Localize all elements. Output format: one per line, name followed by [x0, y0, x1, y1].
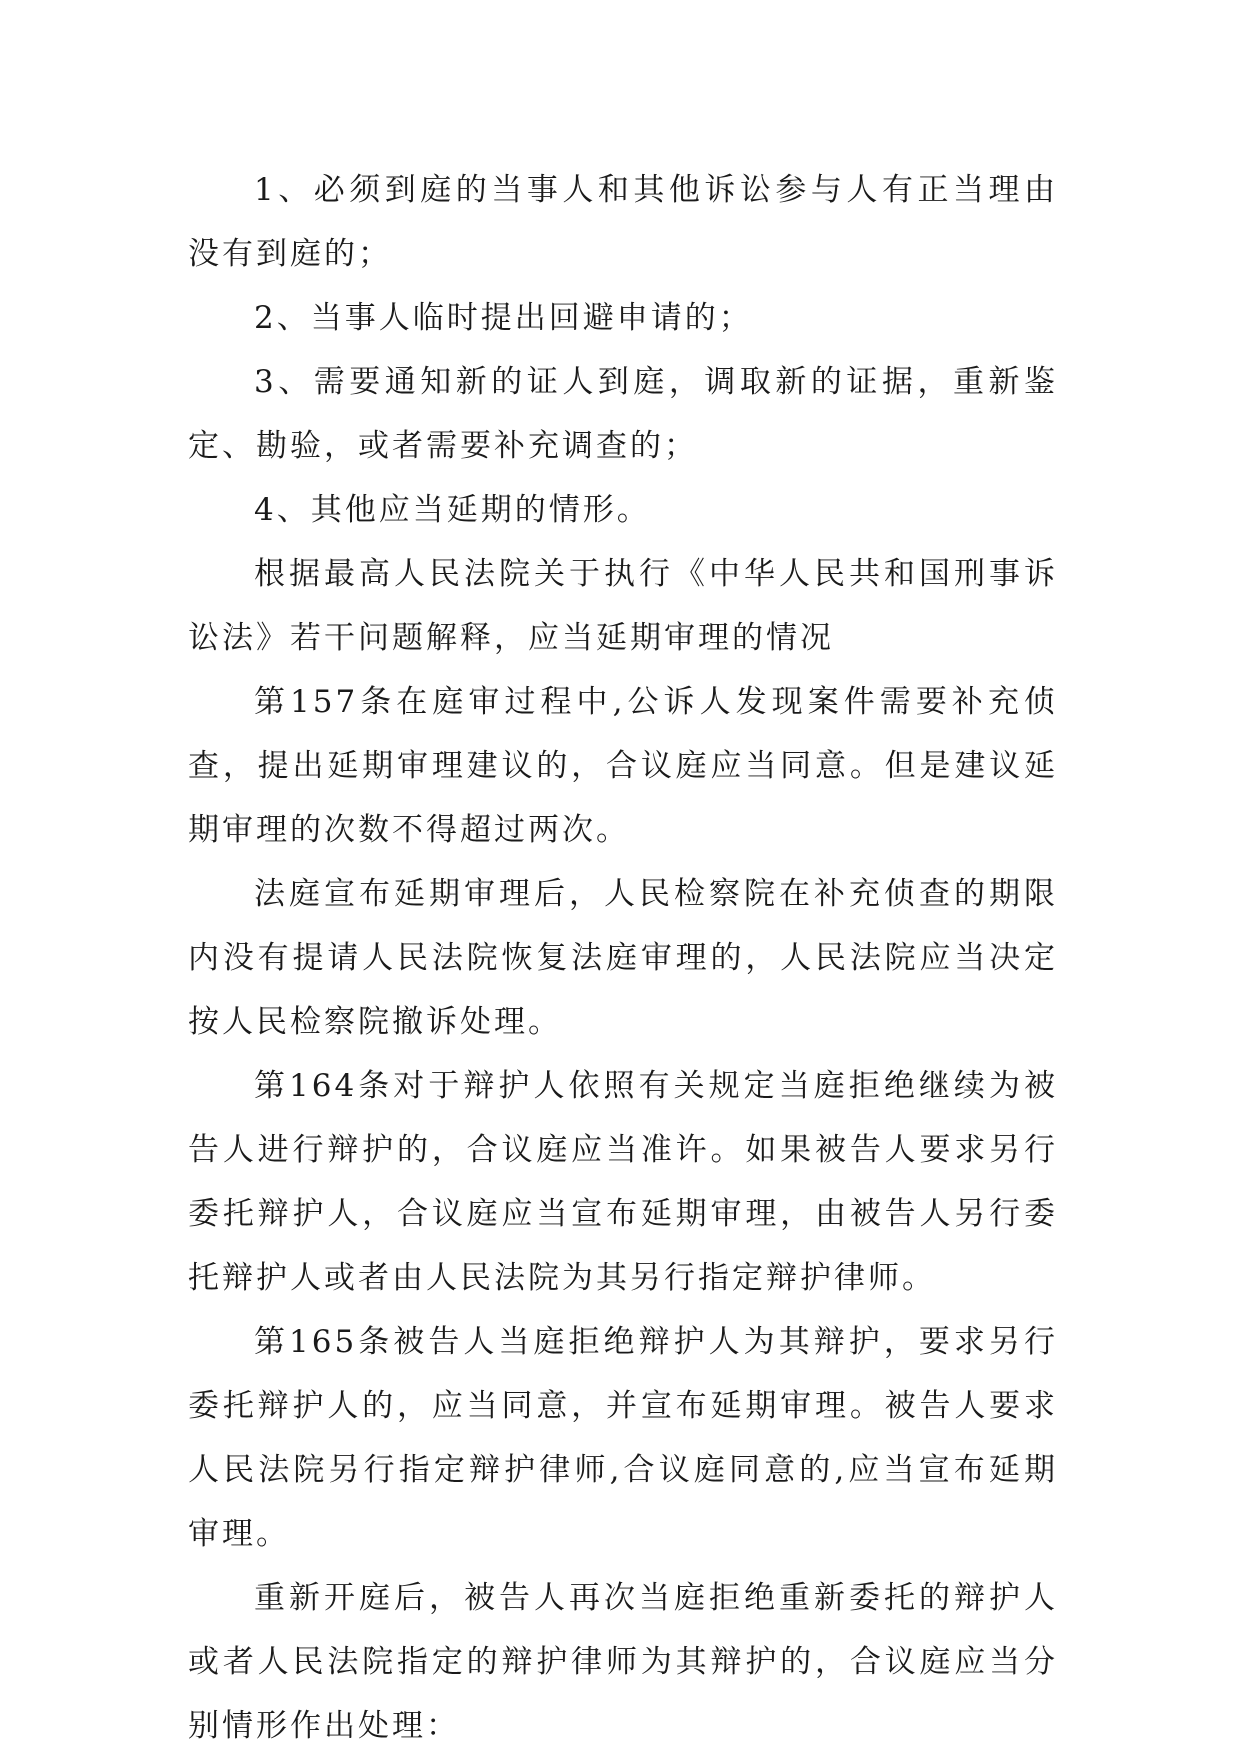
paragraph-item-4: 4、其他应当延期的情形。 — [254, 492, 651, 528]
paragraph-article-164: 第164条对于辩护人依照有关规定当庭拒绝继续为被告人进行辩护的，合议庭应当准许。如果被告人要求另行委托辩护人，合议庭应当宣布延期审理，由被告人另行委托辩护人或者由人民法院为其另行指定辩护律师。 — [188, 1068, 1058, 1296]
paragraph-item-2: 2、当事人临时提出回避申请的； — [254, 300, 753, 336]
paragraph-article-165: 第165条被告人当庭拒绝辩护人为其辩护，要求另行委托辩护人的，应当同意，并宣布延期审理。被告人要求人民法院另行指定辩护律师,合议庭同意的,应当宣布延期审理。 — [188, 1324, 1058, 1552]
paragraph-article-165-cont: 重新开庭后，被告人再次当庭拒绝重新委托的辩护人或者人民法院指定的辩护律师为其辩护的，合议庭应当分别情形作出处理： — [188, 1580, 1058, 1744]
paragraph-article-157: 第157条在庭审过程中,公诉人发现案件需要补充侦查，提出延期审理建议的，合议庭应当同意。但是建议延期审理的次数不得超过两次。 — [188, 684, 1058, 848]
document-body — [188, 158, 1058, 1758]
paragraph-item-1: 1、必须到庭的当事人和其他诉讼参与人有正当理由没有到庭的； — [188, 172, 1058, 272]
paragraph-article-157-cont: 法庭宣布延期审理后，人民检察院在补充侦查的期限内没有提请人民法院恢复法庭审理的，人民法院应当决定按人民检察院撤诉处理。 — [188, 876, 1058, 1040]
paragraph-interpretation-intro: 根据最高人民法院关于执行《中华人民共和国刑事诉讼法》若干问题解释，应当延期审理的情况 — [188, 556, 1058, 656]
paragraph-item-3: 3、需要通知新的证人到庭，调取新的证据，重新鉴定、勘验，或者需要补充调查的； — [188, 364, 1058, 464]
